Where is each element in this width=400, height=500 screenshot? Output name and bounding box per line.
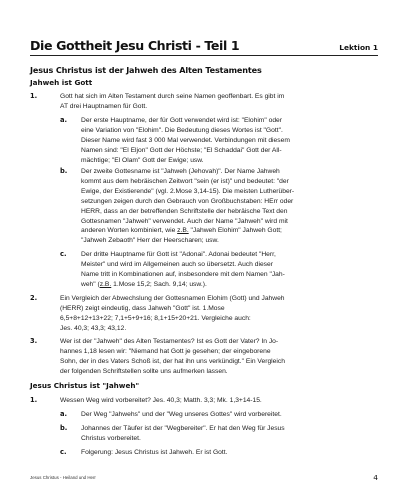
text-line: Wessen Weg wird vorbereitet? Jes. 40,3; Matth. 3,3; Mk. 1,3+14-15. <box>60 397 262 404</box>
sub-heading-jesus-ist-jahweh: Jesus Christus ist "Jahweh" <box>30 381 140 390</box>
item-letter-a: a. <box>60 116 68 124</box>
text-line: Sohn, der in des Vaters Schoß ist, der hat ihn uns verkündigt." Ein Vergleich <box>60 357 285 365</box>
header-rule <box>30 55 378 56</box>
text-fragment: anderen Worten kombiniert, wie <box>81 227 178 235</box>
text-line: Wer ist der "Jahweh" des Alten Testamentes? Ist es Gott der Vater? In Jo- <box>60 338 279 345</box>
item-letter-c-second: c. <box>60 448 67 456</box>
text-line: Namen sind: "El Eljon" Gott der Höchste; "El Schaddai" Gott der All- <box>81 146 282 154</box>
abbrev-underlined: z.B. <box>177 227 189 235</box>
item-letter-a-second: a. <box>60 410 68 418</box>
item-letter-b: b. <box>60 167 68 175</box>
text-fragment: "Jahweh Elohim" Jahweh Gott; <box>188 227 282 235</box>
sub-heading-jahweh-ist-gott: Jahweh ist Gott <box>30 78 93 87</box>
text-line: Gott hat sich im Alten Testament durch seine Namen geoffenbart. Es gibt im <box>60 93 285 100</box>
item-4b-text <box>81 424 285 444</box>
page-footer <box>30 468 378 482</box>
item-3-text <box>60 337 285 377</box>
text-line: HERR, dass an der betreffenden Schriftstelle der hebräische Text den <box>81 207 288 215</box>
text-line: Der erste Hauptname, der für Gott verwendet wird ist: "Elohim" oder <box>81 117 282 124</box>
item-1b-text <box>81 167 294 246</box>
text-line: Christus vorbereitet. <box>81 434 141 442</box>
text-line: kommt aus dem hebräischen Zeitwort "sein (er ist)" und bedeutet: "der <box>81 177 289 185</box>
text-fragment: 1.Mose 15,2; Sach. 9,14; usw.). <box>111 280 207 288</box>
text-line <box>81 280 285 290</box>
page-number: 4 <box>373 473 378 482</box>
item-4-text <box>60 396 262 406</box>
item-number-2: 2. <box>30 294 38 302</box>
text-line: Gottesnamen "Jahweh" verwendet. Auch der Name "Jahweh" wird mit <box>81 217 288 225</box>
text-line: mächtige; "El Olam" Gott der Ewige; usw. <box>81 156 204 164</box>
item-number-1: 1. <box>30 92 38 100</box>
text-line: Folgerung: Jesus Christus ist Jahweh. Er ist Gott. <box>81 449 228 456</box>
abbrev-underlined: z.B. <box>99 280 112 288</box>
text-line: (HERR) zeigt eindeutig, dass Jahweh "Gott" ist. 1.Mose <box>60 304 225 312</box>
item-letter-b-second: b. <box>60 424 68 432</box>
item-4a-text <box>81 410 282 420</box>
item-number-1-second: 1. <box>30 396 38 404</box>
text-line: Dieser Name wird fast 3 000 Mal verwendet. Verbindungen mit diesem <box>81 136 290 144</box>
footer-text: Jesus Christus - Heiland und Herr <box>30 475 96 480</box>
section-title: Jesus Christus ist der Jahweh des Alten Testamentes <box>30 65 262 75</box>
item-4c-text <box>81 448 227 458</box>
text-line: Johannes der Täufer ist der "Wegbereiter". Er hat den Weg für Jesus <box>81 425 285 432</box>
text-line: hannes 1,18 lesen wir: "Niemand hat Gott je gesehen; der eingeborene <box>60 347 271 355</box>
text-line: Ewige, der Existierende" (vgl. 2.Mose 3,14-15). Die meisten Lutherüber- <box>81 187 295 195</box>
item-2-text <box>60 294 285 334</box>
text-line: 6,5+8+12+13+22; 7,1+5+9+16; 8,1+15+20+21. Vergleiche auch: <box>60 314 251 322</box>
text-line: Der zweite Gottesname ist "Jahweh (Jehovah)". Der Name Jahweh <box>81 168 280 175</box>
text-line <box>81 226 294 236</box>
text-line: AT drei Hauptnamen für Gott. <box>60 102 148 110</box>
text-line: "Jahweh Zebaoth" Herr der Heerscharen; usw. <box>81 237 219 245</box>
text-line: Name tritt in Kombinationen auf, insbesondere mit dem Namen "Jah- <box>81 270 285 278</box>
text-line: Ein Vergleich der Abwechslung der Gottesnamen Elohim (Gott) und Jahweh <box>60 295 285 302</box>
text-fragment: weh" ( <box>81 280 100 288</box>
text-line: Der dritte Hauptname für Gott ist "Adonai". Adonai bedeutet "Herr, <box>81 251 276 258</box>
text-line: setzungen zeigen durch den Gebrauch von Großbuchstaben: HErr oder <box>81 197 294 205</box>
page-header <box>30 36 378 56</box>
page-title: Die Gottheit Jesu Christi - Teil 1 <box>30 38 240 53</box>
item-letter-c: c. <box>60 250 67 258</box>
item-1a-text <box>81 116 290 166</box>
text-line: eine Variation von "Elohim". Die Bedeutung dieses Wortes ist "Gott". <box>81 126 283 134</box>
text-line: Jes. 40,3; 43,3; 43,12. <box>60 324 127 332</box>
lesson-label: Lektion 1 <box>339 43 378 52</box>
text-line: Der Weg "Jahwehs" und der "Weg unseres Gottes" wird vorbereitet. <box>81 411 282 418</box>
item-1-text <box>60 92 284 112</box>
item-number-3: 3. <box>30 337 38 345</box>
text-line: der folgenden Schriftstellen sollte uns aufmerken lassen. <box>60 367 228 375</box>
item-1c-text <box>81 250 285 290</box>
text-line: Meister" und wird im Allgemeinen auch so übersetzt. Auch dieser <box>81 260 273 268</box>
